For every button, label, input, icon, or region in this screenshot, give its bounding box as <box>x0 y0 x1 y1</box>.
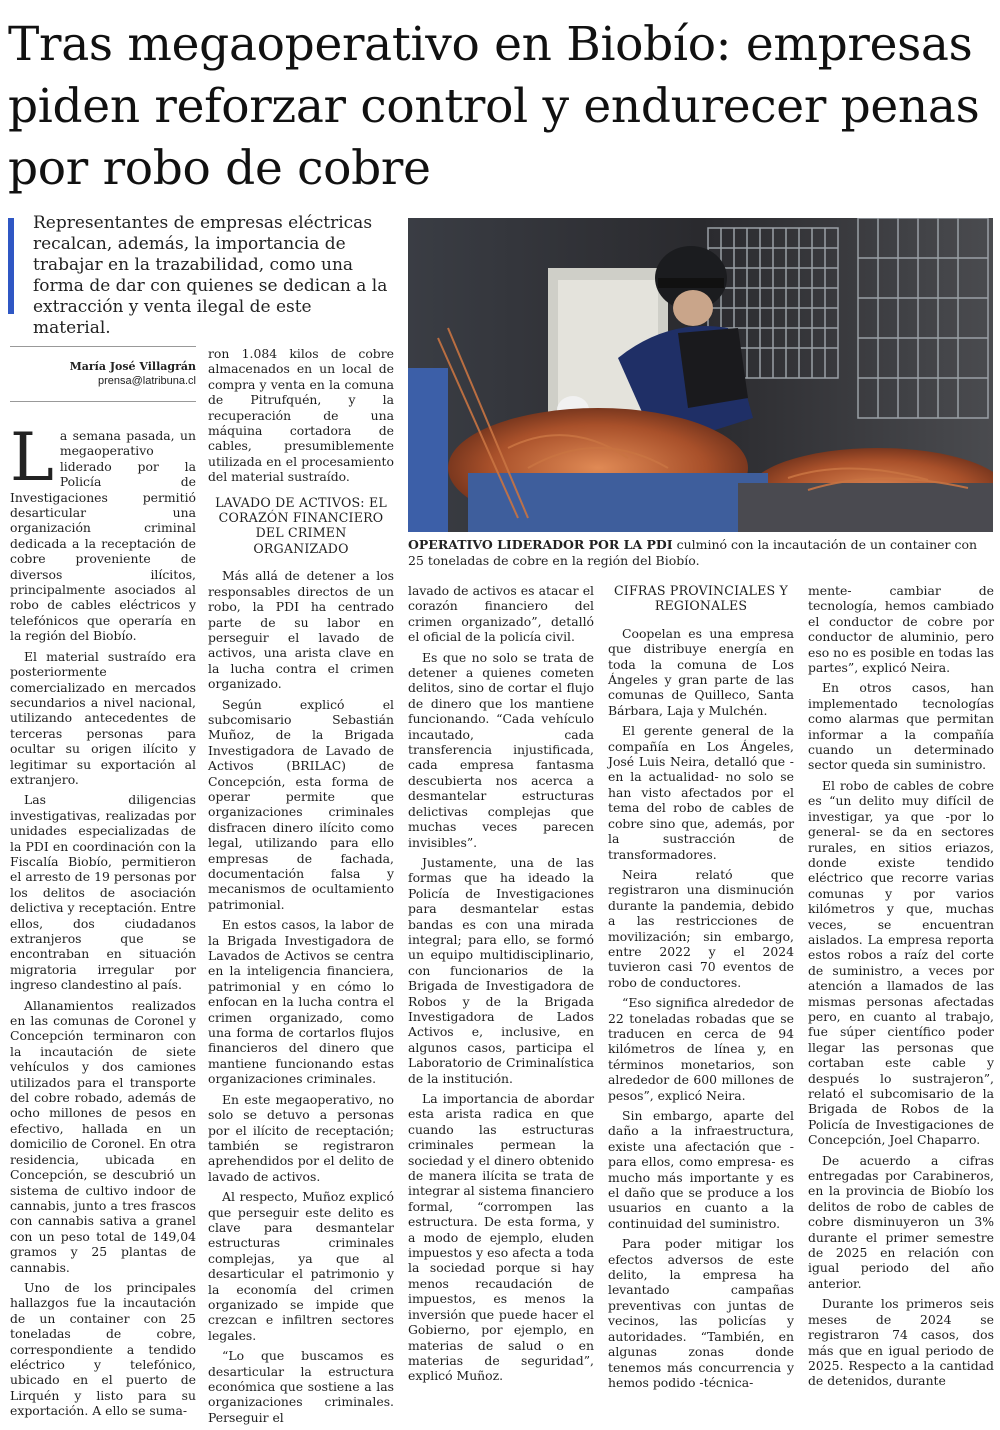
paragraph: Durante los primeros seis meses de 2024 se registraron 74 casos, dos más que en igual periodo de 2025. Respecto a la cantidad de detenidos, durante <box>808 1296 994 1389</box>
paragraph: Sin embargo, aparte del daño a la infraestructura, existe una afectación que -para ellos, como empresa- es mucho más importante y es el daño que se produce a los usuarios en cuanto a la continuidad del suministro. <box>608 1108 794 1231</box>
paragraph: mente- cambiar de tecnología, hemos cambiado el conductor de cobre por conductor de aluminio, pero eso no es posible en todas las partes”, explicó Neira. <box>808 583 994 676</box>
byline <box>10 346 196 402</box>
column-3 <box>408 583 594 1389</box>
paragraph: “Lo que buscamos es desarticular la estructura económica que sostiene a las organizaciones criminales. Perseguir el <box>208 1348 394 1425</box>
paragraph: La importancia de abordar esta arista radica en que cuando las estructuras criminales permean la sociedad y el dinero obtenido de manera ilícita se trata de integrar al sistema financiero formal, “corrompen las estructura. De esta forma, y a modo de ejemplo, eluden impuestos y eso afecta a toda la sociedad porque si hay menos recaudación de impuestos, es menos la inversión que puede hacer el Gobierno, por ejemplo, en materias de salud o en materias de seguridad”, explicó Muñoz. <box>408 1091 594 1384</box>
section-heading: CIFRAS PROVINCIALES Y REGIONALES <box>613 583 789 614</box>
paragraph: ron 1.084 kilos de cobre almacenados en un local de compra y venta en la comuna de Pitrufquén, y la recuperación de una máquina cortadora de cables, presumiblemente utilizada en el procesamiento del material sustraído. <box>208 346 394 485</box>
paragraph: lavado de activos es atacar el corazón financiero del crimen organizado”, detalló el oficial de la policía civil. <box>408 583 594 645</box>
caption-text: culminó con la incautación de un container con 25 toneladas de cobre en la región del Biobío. <box>408 537 978 568</box>
photo-caption <box>408 537 993 569</box>
paragraph <box>10 419 196 644</box>
column-1 <box>10 419 196 1424</box>
paragraph: De acuerdo a cifras entregadas por Carabineros, en la provincia de Biobío los delitos de robo de cables de cobre disminuyeron un 3% durante el primer semestre de 2025 en relación con igual periodo del año anterior. <box>808 1152 994 1291</box>
lead-accent-bar <box>8 218 14 314</box>
paragraph: Es que no solo se trata de detener a quienes cometen delitos, sino de cortar el flujo de dinero que los mantiene funcionando. “Cada vehículo incautado, cada transferencia injustificada, cada empresa fantasma descubierta nos acerca a desmantelar estructuras delictivas complejas que muchas veces parecen invisibles”. <box>408 649 594 850</box>
paragraph: Según explicó el subcomisario Sebastián Muñoz, de la Brigada Investigadora de Lavado de Activos (BRILAC) de Concepción, esta forma de operar permite que organizaciones criminales disfracen dinero ilícito como legal, utilizando para ello empresas de fachada, documentación falsa y mecanismos de ocultamiento patrimonial. <box>208 696 394 912</box>
paragraph: Al respecto, Muñoz explicó que perseguir este delito es clave para desmantelar estructuras criminales complejas, ya que al desarticular el patrimonio y la economía del crimen organizado se impide que crezcan e infiltren sectores legales. <box>208 1189 394 1343</box>
headline: Tras megaoperativo en Biobío: empresas piden reforzar control y endurecer penas por robo de cobre <box>8 17 980 196</box>
drop-cap: L <box>10 419 54 496</box>
column-5 <box>808 583 994 1394</box>
byline-top-rule <box>10 346 196 347</box>
byline-author: María José Villagrán <box>69 360 196 373</box>
paragraph: Coopelan es una empresa que distribuye energía en toda la comuna de Los Ángeles y gran parte de las comunas de Quilleco, Santa Bárbara, Laja y Mulchén. <box>608 625 794 718</box>
article-photo <box>408 218 993 532</box>
byline-bottom-rule <box>10 401 196 402</box>
lead-paragraph: Representantes de empresas eléctricas recalcan, además, la importancia de trabajar en la trazabilidad, como una forma de dar con quienes se dedican a la extracción y venta ilegal de este material. <box>33 213 388 338</box>
paragraph: Allanamientos realizados en las comunas de Coronel y Concepción terminaron con la incautación de siete vehículos y dos camiones utilizados para el transporte del cobre robado, además de ocho millones de pesos en efectivo, hallada en un domicilio de Coronel. En otra residencia, ubicada en Concepción, se descubrió un sistema de cultivo indoor de cannabis, junto a tres frascos con cannabis sativa a granel con un peso total de 149,04 gramos y 25 plantas de cannabis. <box>10 997 196 1275</box>
caption-lead: OPERATIVO LIDERADOR POR LA PDI <box>408 537 673 552</box>
paragraph-text: a semana pasada, un megaoperativo liderado por la Policía de Investigaciones permitió desarticular una organización criminal dedicada a la receptación de cobre proveniente de diversos ilícitos, principalmente asociados al robo de cables eléctricos y telefónicos que operaría en la región del Biobío. <box>10 428 196 644</box>
paragraph: Más allá de detener a los responsables directos de un robo, la PDI ha centrado parte de su labor en perseguir el lavado de activos, una arista clave en la lucha contra el crimen organizado. <box>208 568 394 692</box>
paragraph: En otros casos, han implementado tecnologías como alarmas que permitan informar a la compañía cuando un determinado sector queda sin suministro. <box>808 680 994 773</box>
paragraph: Neira relató que registraron una disminución durante la pandemia, debido a las restricciones de movilización; sin embargo, entre 2022 y el 2024 tuvieron casi 70 eventos de robo de conductores. <box>608 866 794 990</box>
column-4 <box>608 583 794 1395</box>
paragraph: “Eso significa alrededor de 22 toneladas robadas que se traducen en cerca de 94 kilómetros de línea y, en términos monetarios, son alrededor de 600 millones de pesos”, explicó Neira. <box>608 995 794 1103</box>
paragraph: Para poder mitigar los efectos adversos de este delito, la empresa ha levantado campañas preventivas con juntas de vecinos, las policías y autoridades. “También, en algunas zonas donde tenemos más concurrencia y hemos podido -técnica- <box>608 1236 794 1390</box>
section-heading: LAVADO DE ACTIVOS: EL CORAZÓN FINANCIERO DEL CRIMEN ORGANIZADO <box>215 494 387 556</box>
paragraph: Justamente, una de las formas que ha ideado la Policía de Investigaciones para desmantelar estas bandas es con una mirada integral; para ello, se formó un equipo multidisciplinario, con funcionarios de la Brigada de Investigadora de Robos y de la Brigada Investigadora de Lados Activos e, inclusive, en algunos casos, participa el Laboratorio de Criminalística de la institución. <box>408 854 594 1086</box>
paragraph: El material sustraído era posteriormente comercializado en mercados secundarios a nivel nacional, utilizando antecedentes de terceras personas para ocultar su origen ilícito y legitimar su exportación al extranjero. <box>10 648 196 787</box>
paragraph: Las diligencias investigativas, realizadas por unidades especializadas de la PDI en coordinación con la Fiscalía Biobío, permitieron el arresto de 19 personas por los delitos de asociación delictiva y receptación. Entre ellos, dos ciudadanos extranjeros que se encontraban en situación migratoria irregular por ingreso clandestino al país. <box>10 792 196 993</box>
byline-email[interactable]: prensa@latribuna.cl <box>98 375 196 387</box>
paragraph: El robo de cables de cobre es “un delito muy difícil de investigar, ya que -por lo general- se da en sectores rurales, en sitios eriazos, donde existe tendido eléctrico que recorre varias comunas y por varios kilómetros y que, muchas veces, se encuentran aislados. La empresa reporta estos robos a raíz del corte de suministro, a veces por atención a llamados de las mismas personas afectadas pero, en cuanto al trabajo, fue súper científico poder llegar las personas que cortaban este cable y después lo sustrajeron”, relató el subcomisario de la Brigada de Robos de la Policía de Investigaciones de Concepción, Joel Chaparro. <box>808 777 994 1148</box>
paragraph: El gerente general de la compañía en Los Ángeles, José Luis Neira, detalló que -en la actualidad- no solo se han visto afectados por el tema del robo de cables de cobre sino que, además, por la sustracción de transformadores. <box>608 723 794 862</box>
paragraph: En estos casos, la labor de la Brigada Investigadora de Lavados de Activos se centra en la inteligencia financiera, patrimonial y en cómo lo enfocan en la lucha contra el crimen organizado, como una forma de cortarlos flujos financieros del dinero que mantiene funcionando estas organizaciones criminales. <box>208 917 394 1087</box>
paragraph: En este megaoperativo, no solo se detuvo a personas por el ilícito de receptación; también se registraron aprehendidos por el delito de lavado de activos. <box>208 1091 394 1184</box>
paragraph: Uno de los principales hallazgos fue la incautación de un container con 25 toneladas de cobre, correspondiente a tendido eléctrico y telefónico, ubicado en el puerto de Lirquén y listo para su exportación. A ello se suma- <box>10 1279 196 1419</box>
photo-illustration <box>408 218 993 532</box>
column-2 <box>208 346 394 1430</box>
